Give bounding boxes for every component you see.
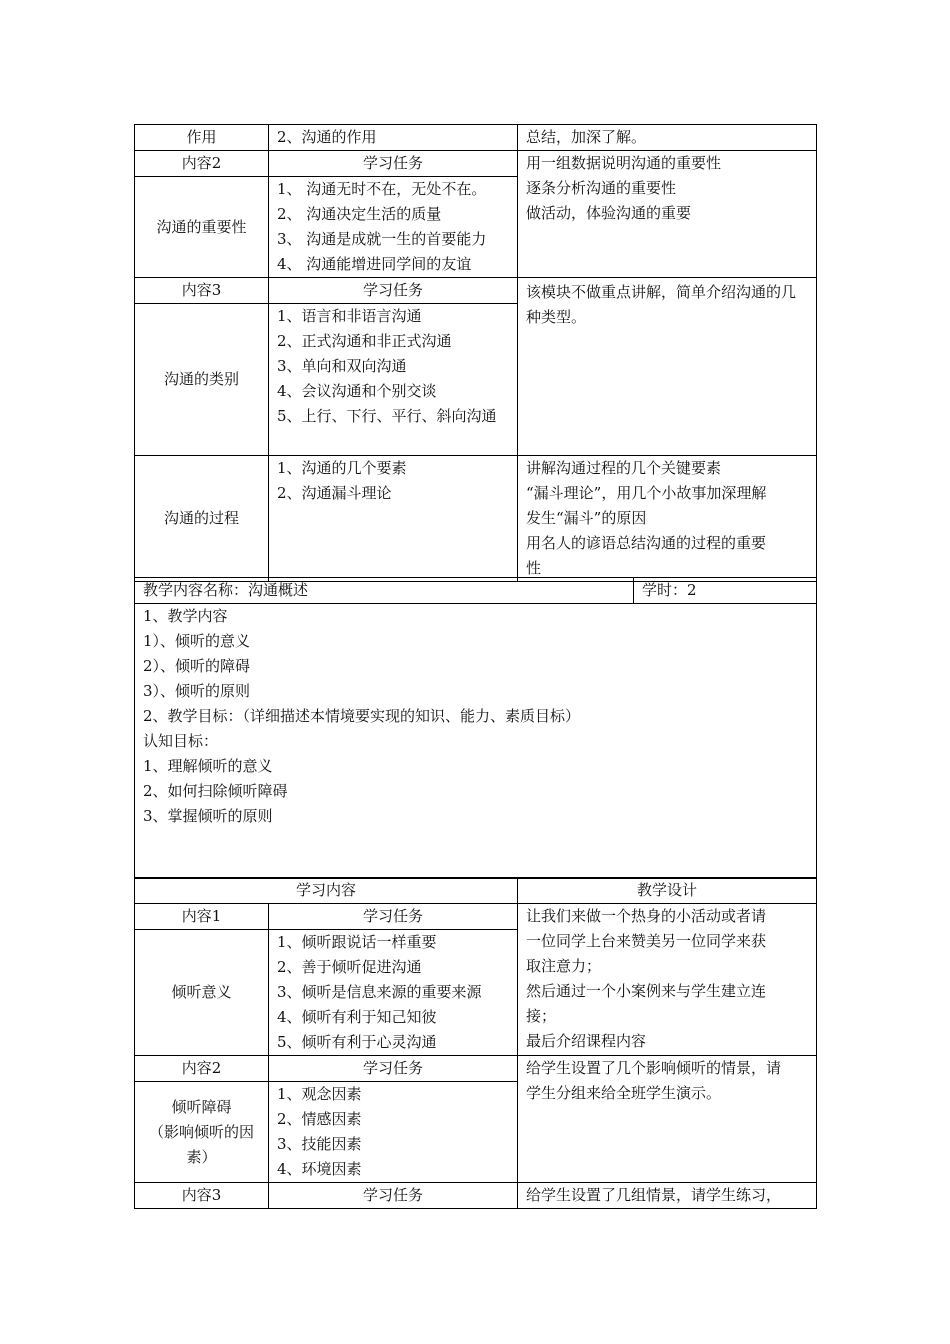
tasks-listening-barriers [269,1082,518,1183]
design-line: 用名人的谚语总结沟通的过程的重要 [526,534,767,552]
content-line: 认知目标： [143,732,219,750]
design-line: 给学生设置了几个影响倾听的情景，请 [526,1059,782,1077]
design-line: 用一组数据说明沟通的重要性 [526,154,722,172]
task-header-3: 学习任务 [269,278,518,304]
col-header-design: 教学设计 [518,878,817,904]
content-line: 3、掌握倾听的原则 [143,807,273,825]
design-line: 做活动，体验沟通的重要 [526,204,692,222]
design-line: 逐条分析沟通的重要性 [526,179,677,197]
lesson-table-part1 [134,124,817,582]
topic-types: 沟通的类别 [135,304,269,456]
design-line: 接； [526,1007,557,1025]
topic-listening-barriers [135,1082,269,1183]
content-1-header: 内容1 [135,904,269,930]
content-2-header: 内容2 [135,151,269,177]
tasks-listening-meaning [269,930,518,1056]
content-line: 1、理解倾听的意义 [143,757,273,775]
task-item: 5、上行、下行、平行、斜向沟通 [277,407,497,425]
design-line: 取注意力； [526,957,602,975]
topic-line: 倾听障碍 [171,1097,232,1116]
task-item: 2、沟通漏斗理论 [277,484,392,502]
design-process [518,456,817,582]
task-item: 2、正式沟通和非正式沟通 [277,332,452,350]
task-item: 5、倾听有利于心灵沟通 [277,1033,437,1051]
task-header-b1: 学习任务 [269,904,518,930]
topic-line: 素） [186,1147,217,1166]
content-2b-header: 内容2 [135,1056,269,1082]
design-listening-practice: 给学生设置了几组情景，请学生练习， [518,1183,817,1209]
task-item: 3、单向和双向沟通 [277,357,407,375]
content-line: 1、教学内容 [143,607,228,625]
topic-listening-meaning: 倾听意义 [135,930,269,1056]
content-line: 2、如何扫除倾听障碍 [143,782,288,800]
task-header-b3: 学习任务 [269,1183,518,1209]
design-line: 最后介绍课程内容 [526,1032,647,1050]
content-line: 3）、倾听的原则 [143,682,251,700]
design-line: 让我们来做一个热身的小活动或者请 [526,907,767,925]
design-line: 性 [526,559,542,577]
lesson-table-part2 [134,877,817,1209]
task-item: 3、 沟通是成就一生的首要能力 [277,230,487,248]
task-item: 2、情感因素 [277,1110,362,1128]
task-item: 3、倾听是信息来源的重要来源 [277,983,482,1001]
tasks-importance [269,177,518,278]
design-zuoyong: 总结，加深了解。 [518,125,817,151]
task-header-2: 学习任务 [269,151,518,177]
design-importance [518,151,817,278]
task-item: 1、 沟通无时不在，无处不在。 [277,180,487,198]
design-line: 发生“漏斗”的原因 [526,509,647,527]
task-item: 2、善于倾听促进沟通 [277,958,422,976]
lesson-hours: 学时：2 [634,578,817,604]
content-3-header: 内容3 [135,278,269,304]
task-header-b2: 学习任务 [269,1056,518,1082]
topic-line: （影响倾听的因 [148,1122,254,1141]
topic-importance: 沟通的重要性 [135,177,269,278]
design-listening-meaning [518,904,817,1056]
topic-process: 沟通的过程 [135,456,269,582]
design-listening-barriers [518,1056,817,1183]
content-line: 1）、倾听的意义 [143,632,251,650]
content-3b-header: 内容3 [135,1183,269,1209]
design-line: 学生分组来给全班学生演示。 [526,1084,722,1102]
row-label-zuoyong: 作用 [135,125,269,151]
col-header-learning: 学习内容 [135,878,518,904]
task-item: 2、 沟通决定生活的质量 [277,205,442,223]
task-item: 4、环境因素 [277,1160,362,1178]
task-item: 1、倾听跟说话一样重要 [277,933,437,951]
task-item: 4、会议沟通和个别交谈 [277,382,437,400]
design-line: 然后通过一个小案例来与学生建立连 [526,982,767,1000]
tasks-types [269,304,518,456]
task-item: 1、观念因素 [277,1085,362,1103]
tasks-process [269,456,518,582]
task-zuoyong: 2、沟通的作用 [269,125,518,151]
task-item: 1、沟通的几个要素 [277,459,407,477]
task-item: 4、 沟通能增进同学间的友谊 [277,255,472,273]
design-line: 一位同学上台来赞美另一位同学来获 [526,932,767,950]
task-item: 1、语言和非语言沟通 [277,307,422,325]
teaching-content-block [135,604,817,879]
design-types: 该模块不做重点讲解，简单介绍沟通的几种类型。 [518,278,817,456]
design-line: 讲解沟通过程的几个关键要素 [526,459,722,477]
task-item: 3、技能因素 [277,1135,362,1153]
lesson-name-table [134,577,817,879]
content-line: 2）、倾听的障碍 [143,657,251,675]
lesson-name: 教学内容名称：沟通概述 [135,578,634,604]
content-line: 2、教学目标：（详细描述本情境要实现的知识、能力、素质目标） [143,707,581,725]
design-line: “漏斗理论”，用几个小故事加深理解 [526,484,767,502]
task-item: 4、倾听有利于知己知彼 [277,1008,437,1026]
